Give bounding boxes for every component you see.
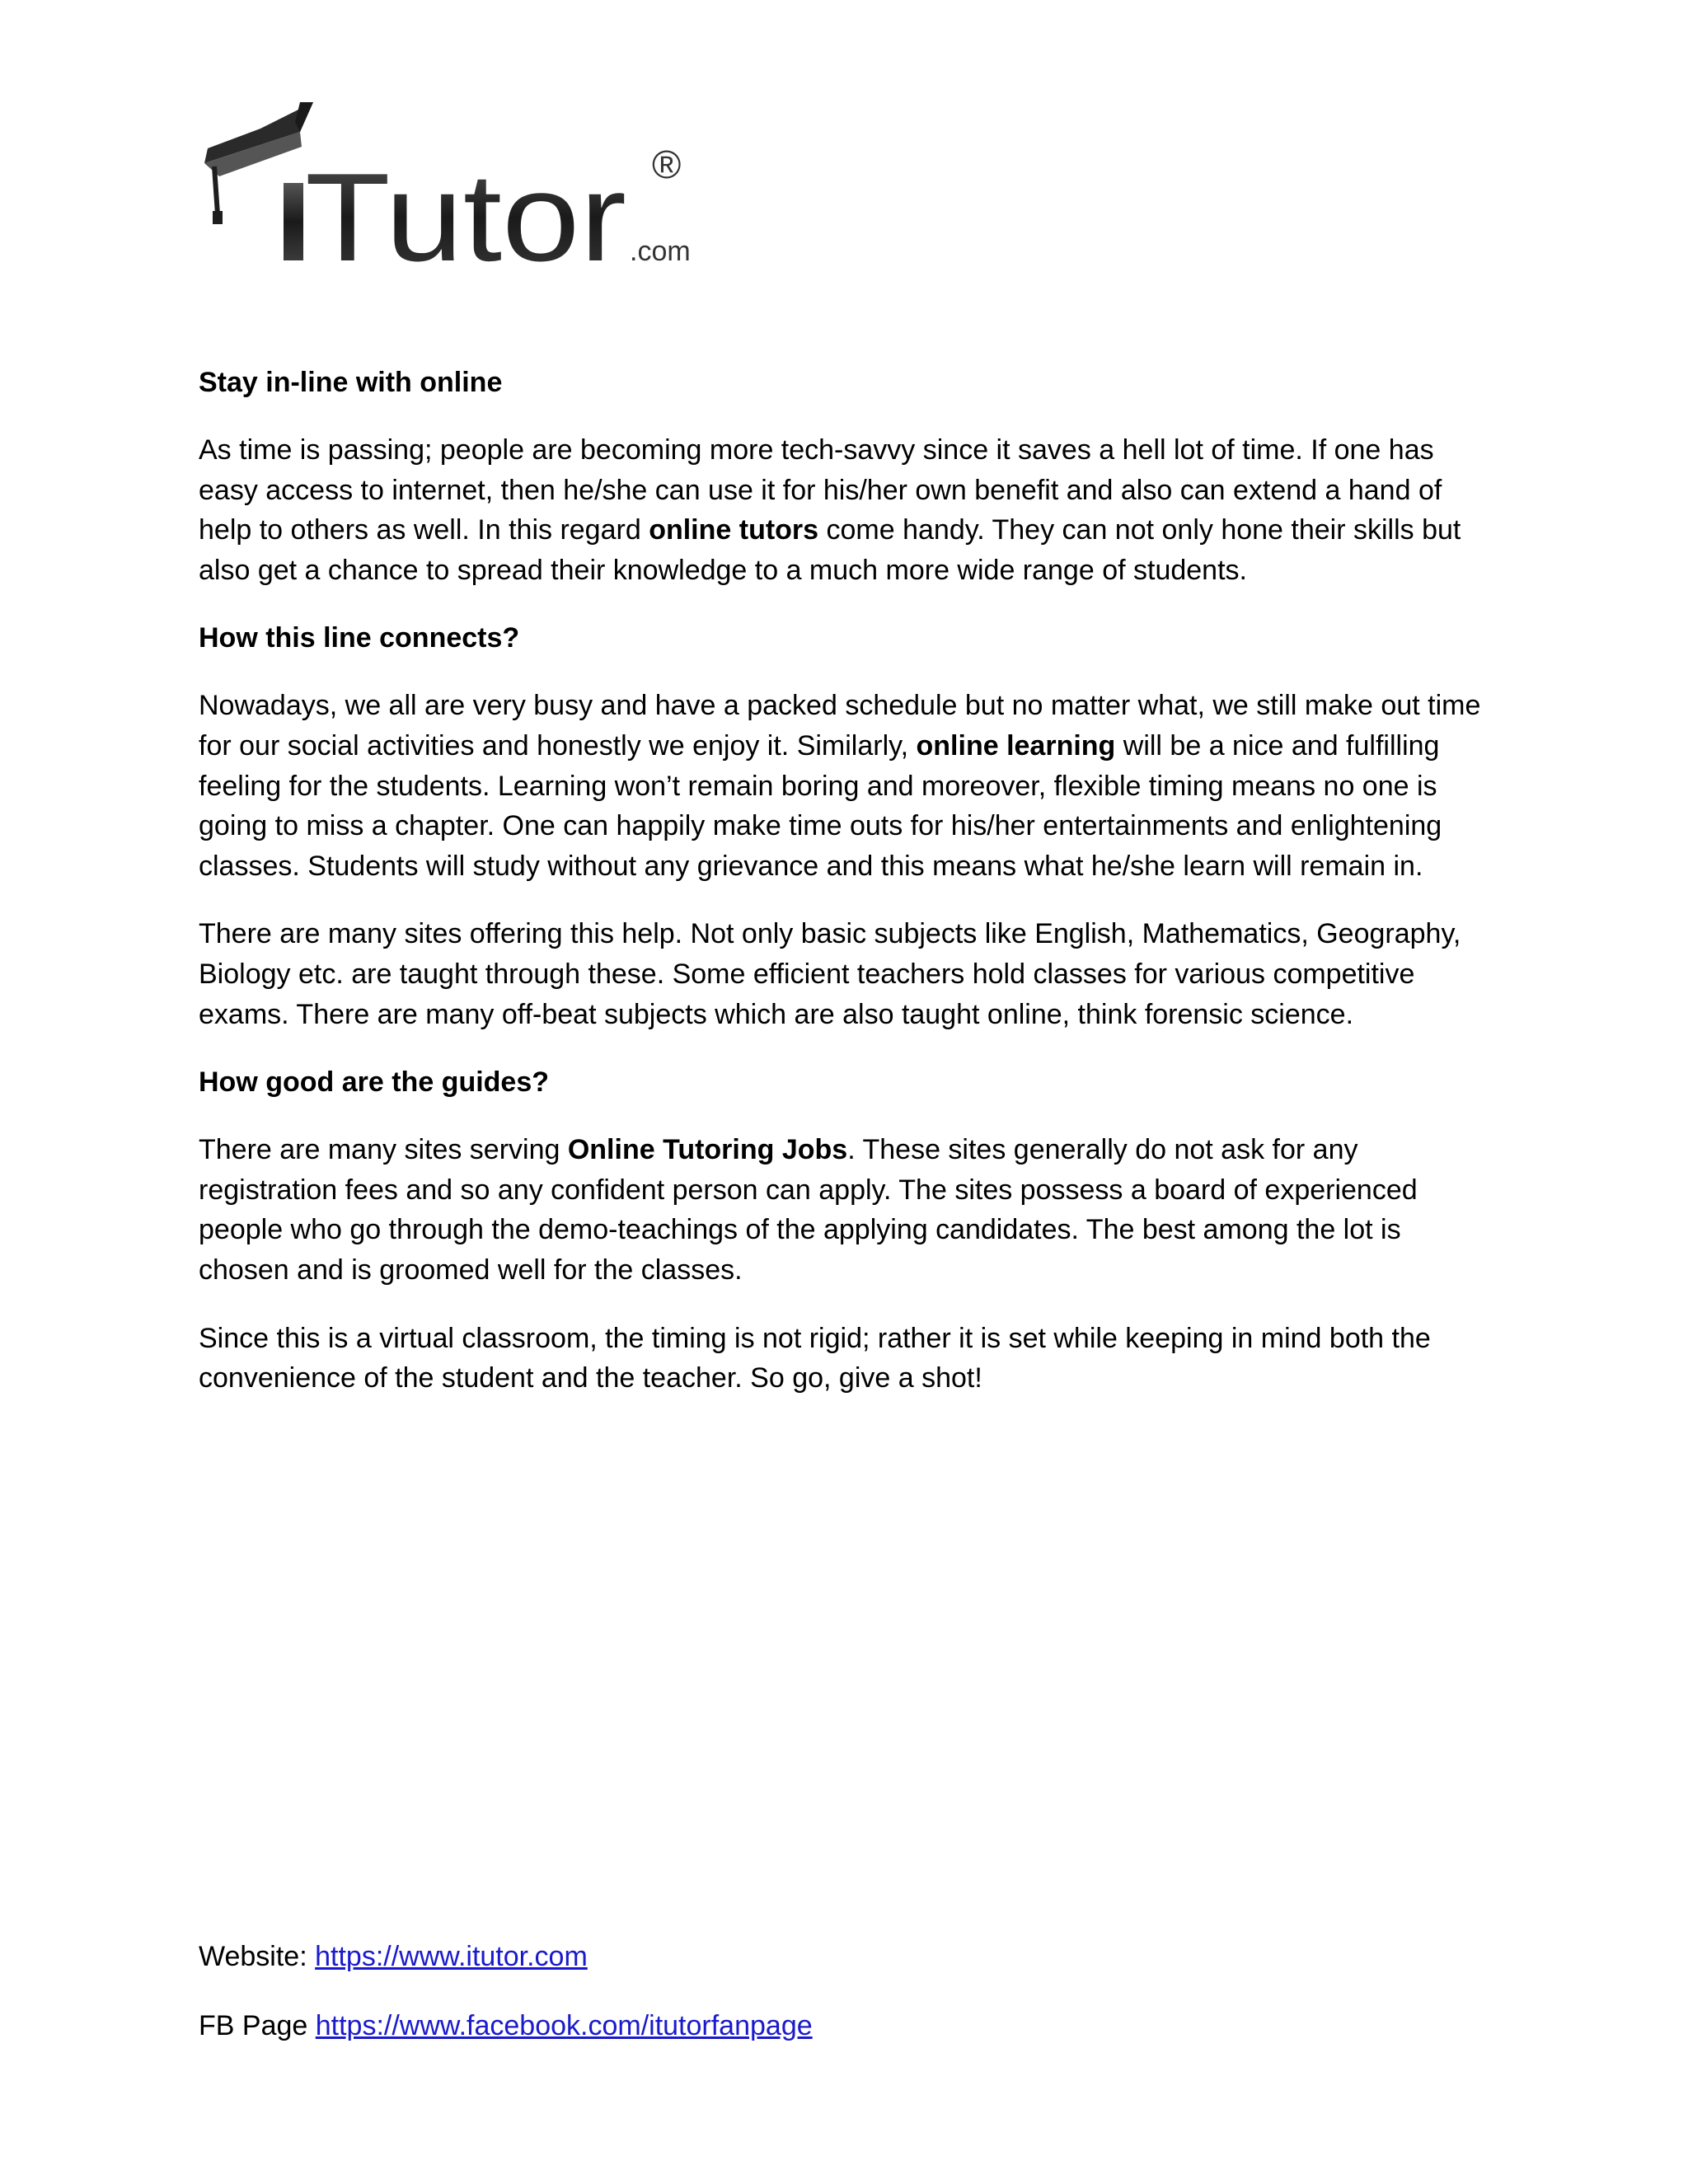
fb-page-label: FB Page <box>199 2010 316 2041</box>
paragraph-5: Since this is a virtual classroom, the timing is not rigid; rather it is set while keeping in mind both the convenience of the student and the teacher. So go, give a shot! <box>199 1322 1431 1394</box>
paragraph-3: There are many sites offering this help. Not only basic subjects like English, Mathematics, Geography, Biology etc. are taught through these. Some efficient teachers hold classes for various competitive exams. There are many off-beat subjects which are also taught online, think forensic science. <box>199 918 1461 1030</box>
paragraph-2 <box>199 686 1484 886</box>
article-body <box>199 363 1484 1427</box>
paragraph-2-text-a: Nowadays, we all are very busy and have a packed schedule but no matter what, we still make out time for our social activities and honestly we enjoy it. Similarly, <box>199 690 1481 762</box>
facebook-link[interactable]: https://www.facebook.com/itutorfanpage <box>315 2010 813 2041</box>
article-title: Stay in-line with online <box>199 367 503 398</box>
website-link[interactable]: https://www.itutor.com <box>315 1941 588 1972</box>
svg-text:Tutor: Tutor <box>305 148 626 270</box>
website-label: Website: <box>199 1941 316 1972</box>
paragraph-4 <box>199 1130 1484 1290</box>
online-tutoring-jobs-bold: Online Tutoring Jobs <box>567 1134 848 1166</box>
paragraph-1-text-a: As time is passing; people are becoming more tech-savvy since it saves a hell lot of time. If one has easy access to internet, then he/she can use it for his/her own benefit and also can extend a hand of help to others as well. In this regard <box>199 434 1442 546</box>
footer-fb-page <box>199 2006 1484 2046</box>
online-learning-bold: online learning <box>916 729 1116 762</box>
paragraph-4-text-a: There are many sites serving <box>199 1134 568 1166</box>
paragraph-2-text-b: will be a nice and fulfilling feeling for the students. Learning won’t remain boring and moreover, flexible timing means no one is going to miss a chapter. One can happily make time outs for his/her entertainments and enlightening classes. Students will study without any grievance and this means what he/she learn will remain in. <box>199 729 1442 882</box>
paragraph-1 <box>199 430 1484 590</box>
paragraph-4-text-b: . These sites generally do not ask for any registration fees and so any confident person can apply. The sites possess a board of experienced people who go through the demo-teachings of the applying candidates. The best among the lot is chosen and is groomed well for the classes. <box>199 1134 1418 1286</box>
paragraph-1-text-b: come handy. They can not only hone their skills but also get a chance to spread their knowledge to a much more wide range of students. <box>199 514 1461 586</box>
online-tutors-bold: online tutors <box>649 514 819 546</box>
section-heading-connects: How this line connects? <box>199 622 520 654</box>
logo-suffix: .com <box>630 236 691 267</box>
footer-website <box>199 1937 1484 1976</box>
logo-registered-mark: ® <box>652 143 682 187</box>
itutor-logo <box>203 97 714 270</box>
section-heading-guides: How good are the guides? <box>199 1066 550 1099</box>
